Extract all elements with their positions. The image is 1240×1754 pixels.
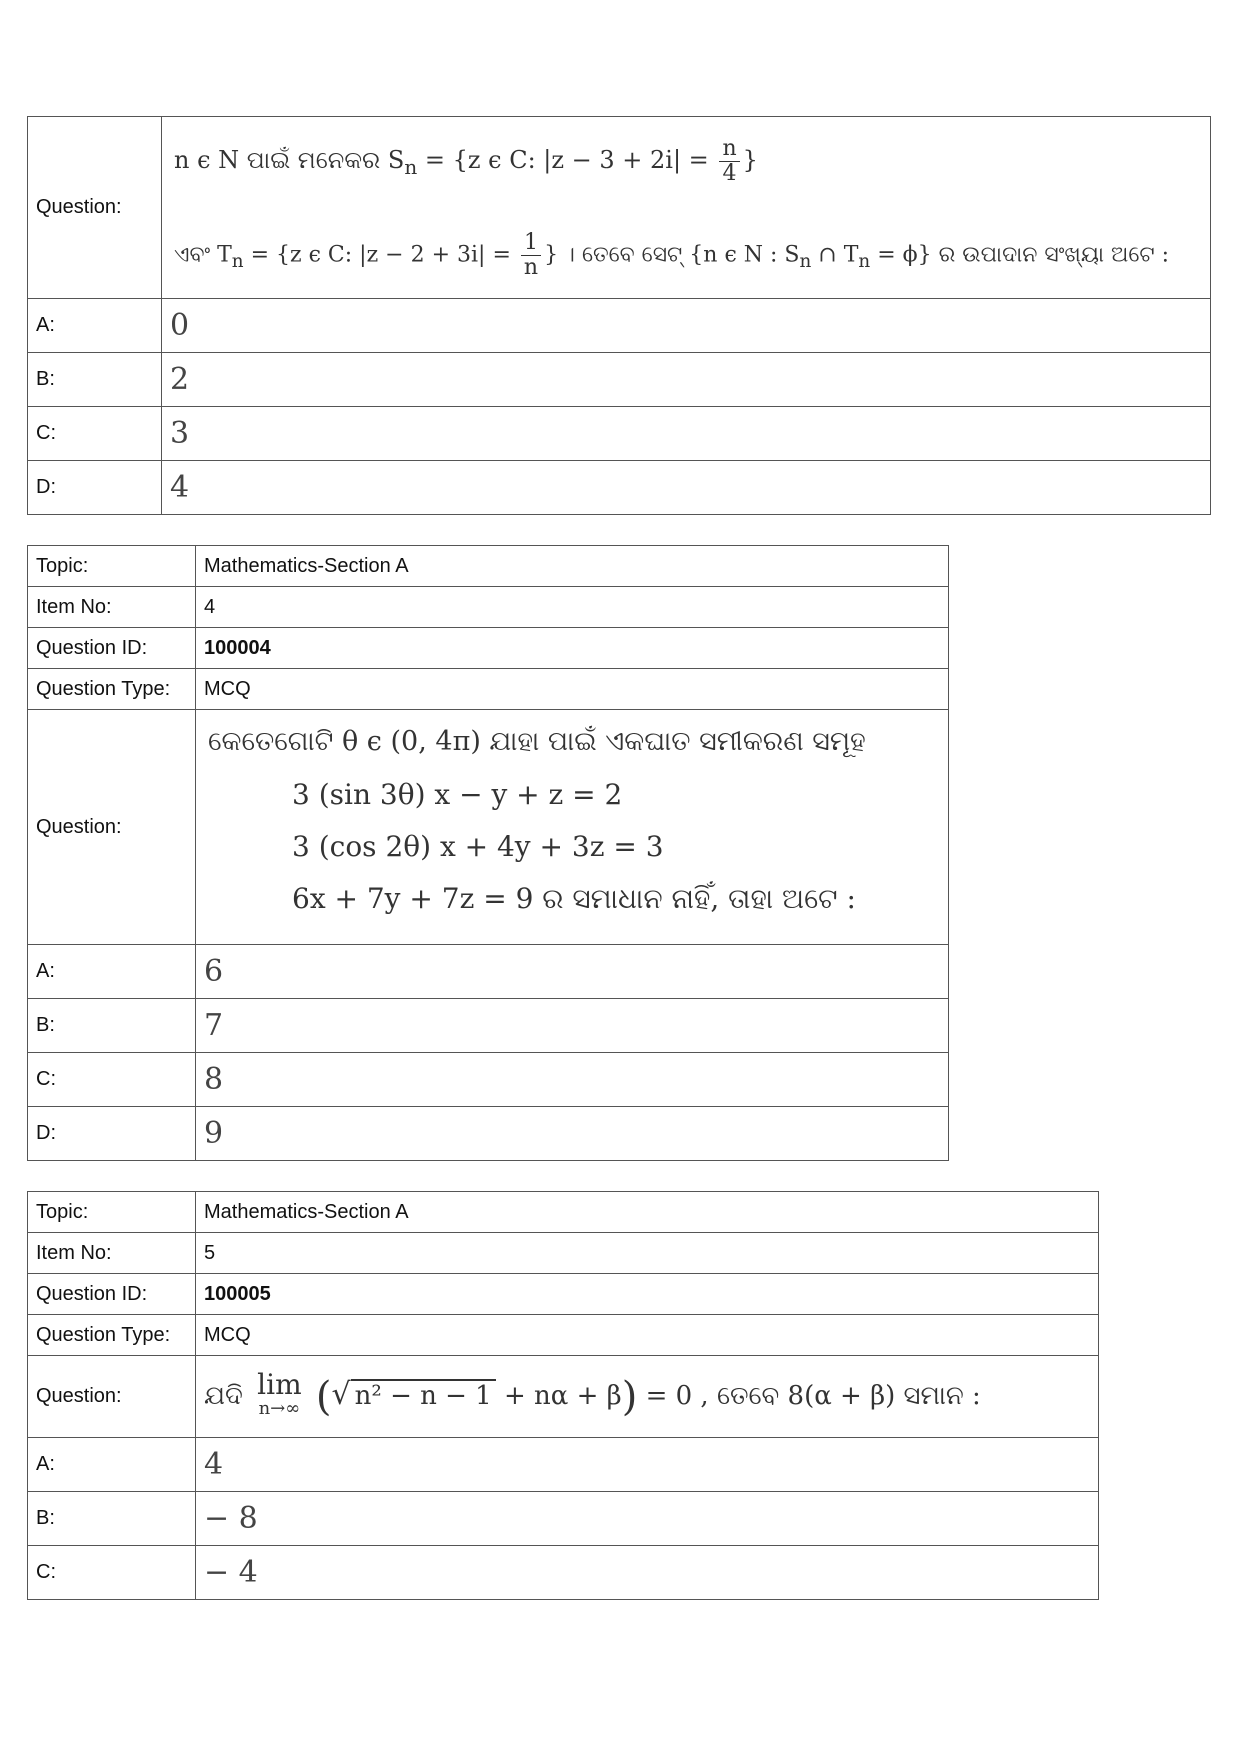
question-table-3 <box>27 116 1211 515</box>
question-type-value: MCQ <box>196 669 949 710</box>
topic-label: Topic: <box>28 1192 196 1233</box>
topic-value: Mathematics-Section A <box>196 546 949 587</box>
option-b-label: B: <box>28 1492 196 1546</box>
q2-set-open: = {z ϵ C: |z − 2 + 3i| = <box>250 242 511 268</box>
option-b-value: 7 <box>196 999 949 1053</box>
option-a-label: A: <box>28 1438 196 1492</box>
option-a-value: 4 <box>196 1438 1099 1492</box>
q-text-rest: + nα + β <box>504 1380 622 1411</box>
option-d-label: D: <box>28 1107 196 1161</box>
q2-text-mid: ∩ T <box>811 242 859 268</box>
q-text-post: = 0 , ତେବେ 8(α + β) ସମାନ : <box>645 1380 981 1411</box>
item-no-label: Item No: <box>28 587 196 628</box>
option-d-label: D: <box>28 461 162 515</box>
option-b-value: − 8 <box>196 1492 1099 1546</box>
q2-text-end: = ϕ} ର ଉପାଦାନ ସଂଖ୍ୟା ଅଟେ : <box>870 242 1170 268</box>
q1-fraction <box>719 137 739 186</box>
lim-label: lim <box>257 1367 302 1401</box>
option-c-label: C: <box>28 407 162 461</box>
option-a-label: A: <box>28 945 196 999</box>
q2-sub: n <box>231 250 244 272</box>
option-b-label: B: <box>28 353 162 407</box>
question-line-4: 6x + 7y + 7z = 9 ର ସମାଧାନ ନାହିଁ, ତାହା ଅଟେ : <box>292 882 856 915</box>
q2-text-post: } । ତେବେ ସେଟ୍ {n ϵ N : S <box>544 242 800 268</box>
q2-frac-num: 1 <box>521 231 541 256</box>
sqrt-icon: √ <box>331 1376 351 1412</box>
option-c-label: C: <box>28 1053 196 1107</box>
question-id-label: Question ID: <box>28 628 196 669</box>
open-paren: ( <box>315 1373 332 1420</box>
question-type-value: MCQ <box>196 1315 1099 1356</box>
q2-fraction <box>521 231 541 280</box>
lim-subscript: n→∞ <box>258 1397 301 1419</box>
option-d-value: 9 <box>196 1107 949 1161</box>
q1-frac-den: 4 <box>722 161 737 186</box>
limit-expression <box>257 1367 302 1421</box>
question-line-2 <box>174 231 1169 280</box>
q1-text-pre: n ϵ N ପାଇଁ ମନେକର S <box>174 146 405 174</box>
option-c-value: 3 <box>162 407 1211 461</box>
question-line-1: କେତେଗୋଟି θ ϵ (0, 4π) ଯାହା ପାଇଁ ଏକଘାତ ସମୀକରଣ ସମୂହ <box>208 726 866 757</box>
option-a-value: 0 <box>162 299 1211 353</box>
option-b-label: B: <box>28 999 196 1053</box>
question-line-3: 3 (cos 2θ) x + 4y + 3z = 3 <box>292 830 664 863</box>
q2-sub2: n <box>799 250 812 272</box>
q2-sub3: n <box>858 250 871 272</box>
option-a-label: A: <box>28 299 162 353</box>
q1-set-close: } <box>742 146 758 174</box>
question-line-1 <box>174 137 758 186</box>
question-cell <box>196 1356 1099 1438</box>
question-label: Question: <box>28 710 196 945</box>
question-cell <box>162 117 1211 299</box>
q1-set-open: = {z ϵ C: |z − 3 + 2i| = <box>424 146 709 174</box>
q2-frac-den: n <box>523 255 539 280</box>
option-d-value: 4 <box>162 461 1211 515</box>
item-no-value: 5 <box>196 1233 1099 1274</box>
question-type-label: Question Type: <box>28 669 196 710</box>
sqrt-body: n² − n − 1 <box>351 1379 496 1411</box>
option-a-value: 6 <box>196 945 949 999</box>
option-c-value: − 4 <box>196 1546 1099 1600</box>
question-id-value: 100005 <box>196 1274 1099 1315</box>
option-c-label: C: <box>28 1546 196 1600</box>
question-label: Question: <box>28 117 162 299</box>
question-label: Question: <box>28 1356 196 1438</box>
topic-label: Topic: <box>28 546 196 587</box>
q1-frac-num: n <box>719 137 739 162</box>
question-id-value: 100004 <box>196 628 949 669</box>
question-table-4 <box>27 545 949 1161</box>
topic-value: Mathematics-Section A <box>196 1192 1099 1233</box>
item-no-label: Item No: <box>28 1233 196 1274</box>
close-paren: ) <box>621 1373 638 1420</box>
q-text-pre: ଯଦି <box>204 1380 243 1411</box>
q2-text-pre: ଏବଂ T <box>174 242 232 268</box>
q1-sub: n <box>404 154 418 179</box>
option-b-value: 2 <box>162 353 1211 407</box>
question-type-label: Question Type: <box>28 1315 196 1356</box>
option-c-value: 8 <box>196 1053 949 1107</box>
item-no-value: 4 <box>196 587 949 628</box>
question-id-label: Question ID: <box>28 1274 196 1315</box>
question-table-5 <box>27 1191 1099 1600</box>
question-cell <box>196 710 949 945</box>
question-line-2: 3 (sin 3θ) x − y + z = 2 <box>292 778 623 811</box>
